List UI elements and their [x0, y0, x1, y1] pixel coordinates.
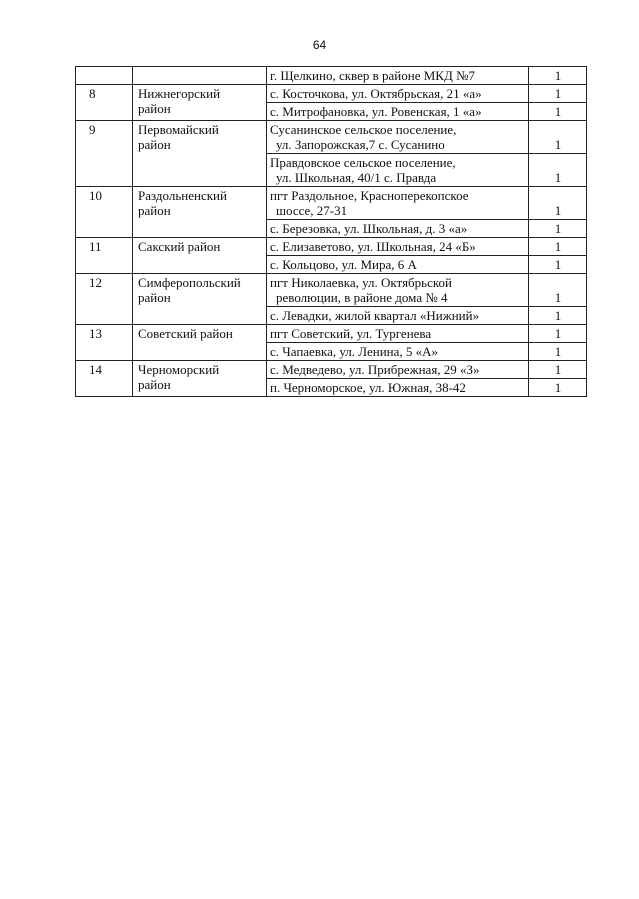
address-line: с. Елизаветово, ул. Школьная, 24 «Б» [270, 239, 476, 254]
address-line: с. Чапаевка, ул. Ленина, 5 «А» [270, 344, 439, 359]
row-number-cell: 8 [76, 85, 133, 121]
row-number-cell: 11 [76, 238, 133, 274]
table-body [76, 67, 587, 397]
district-name-line: Советский район [138, 326, 233, 341]
address-line: шоссе, 27-31 [276, 203, 348, 218]
quantity-cell: 1 [529, 274, 587, 307]
address-cell [267, 187, 529, 220]
address-cell [267, 274, 529, 307]
address-line: с. Косточкова, ул. Октябрьская, 21 «а» [270, 86, 482, 101]
district-name-line: район [138, 377, 171, 392]
quantity-cell: 1 [529, 379, 587, 397]
district-cell [133, 325, 267, 361]
row-number-cell: 14 [76, 361, 133, 397]
address-line: Правдовское сельское поселение, [270, 155, 456, 170]
quantity-cell: 1 [529, 256, 587, 274]
address-line: революции, в районе дома № 4 [276, 290, 448, 305]
address-line: ул. Школьная, 40/1 с. Правда [276, 170, 437, 185]
address-line: с. Медведево, ул. Прибрежная, 29 «З» [270, 362, 480, 377]
table-row [76, 67, 587, 85]
table-row [76, 274, 587, 307]
district-cell [133, 361, 267, 397]
district-name-line: район [138, 290, 171, 305]
address-line: пгт Советский, ул. Тургенева [270, 326, 432, 341]
district-name-line: Черноморский [138, 362, 220, 377]
quantity-cell: 1 [529, 361, 587, 379]
address-line: Сусанинское сельское поселение, [270, 122, 457, 137]
table-row [76, 85, 587, 103]
district-name-line: Симферопольский [138, 275, 241, 290]
district-name-line: Нижнегорский [138, 86, 221, 101]
district-name-line: район [138, 137, 171, 152]
table-row [76, 325, 587, 343]
quantity-cell: 1 [529, 121, 587, 154]
address-line: с. Митрофановка, ул. Ровенская, 1 «а» [270, 104, 482, 119]
address-line: г. Щелкино, сквер в районе МКД №7 [270, 68, 475, 83]
table-row [76, 187, 587, 220]
address-cell [267, 103, 529, 121]
district-name-line: Первомайский [138, 122, 219, 137]
address-line: с. Кольцово, ул. Мира, 6 А [270, 257, 417, 272]
district-name-line: Раздольненский [138, 188, 227, 203]
district-name-line: Сакский район [138, 239, 221, 254]
district-name-line: район [138, 101, 171, 116]
row-number-cell: 12 [76, 274, 133, 325]
table-row [76, 238, 587, 256]
quantity-cell: 1 [529, 154, 587, 187]
address-line: пгт Николаевка, ул. Октябрьской [270, 275, 452, 290]
district-name-line: район [138, 203, 171, 218]
address-cell [267, 307, 529, 325]
address-line: с. Березовка, ул. Школьная, д. 3 «а» [270, 221, 468, 236]
row-number-cell: 9 [76, 121, 133, 187]
quantity-cell: 1 [529, 325, 587, 343]
quantity-cell: 1 [529, 67, 587, 85]
locations-table [75, 66, 587, 397]
quantity-cell: 1 [529, 307, 587, 325]
district-cell [133, 67, 267, 85]
page-number: 64 [312, 38, 327, 52]
address-line: с. Левадки, жилой квартал «Нижний» [270, 308, 480, 323]
quantity-cell: 1 [529, 187, 587, 220]
address-line: пгт Раздольное, Красноперекопское [270, 188, 469, 203]
address-cell [267, 85, 529, 103]
row-number-cell: 10 [76, 187, 133, 238]
address-cell [267, 238, 529, 256]
quantity-cell: 1 [529, 343, 587, 361]
district-cell [133, 238, 267, 274]
quantity-cell: 1 [529, 220, 587, 238]
address-cell [267, 256, 529, 274]
quantity-cell: 1 [529, 85, 587, 103]
row-number-cell [76, 67, 133, 85]
row-number-cell: 13 [76, 325, 133, 361]
address-line: ул. Запорожская,7 с. Сусанино [276, 137, 445, 152]
address-cell [267, 325, 529, 343]
address-cell [267, 154, 529, 187]
address-cell [267, 67, 529, 85]
address-line: п. Черноморское, ул. Южная, 38-42 [270, 380, 466, 395]
table-row [76, 121, 587, 154]
district-cell [133, 85, 267, 121]
district-cell [133, 121, 267, 187]
address-cell [267, 361, 529, 379]
address-cell [267, 343, 529, 361]
quantity-cell: 1 [529, 103, 587, 121]
district-cell [133, 274, 267, 325]
district-cell [133, 187, 267, 238]
quantity-cell: 1 [529, 238, 587, 256]
address-cell [267, 121, 529, 154]
table-row [76, 361, 587, 379]
address-cell [267, 379, 529, 397]
address-cell [267, 220, 529, 238]
